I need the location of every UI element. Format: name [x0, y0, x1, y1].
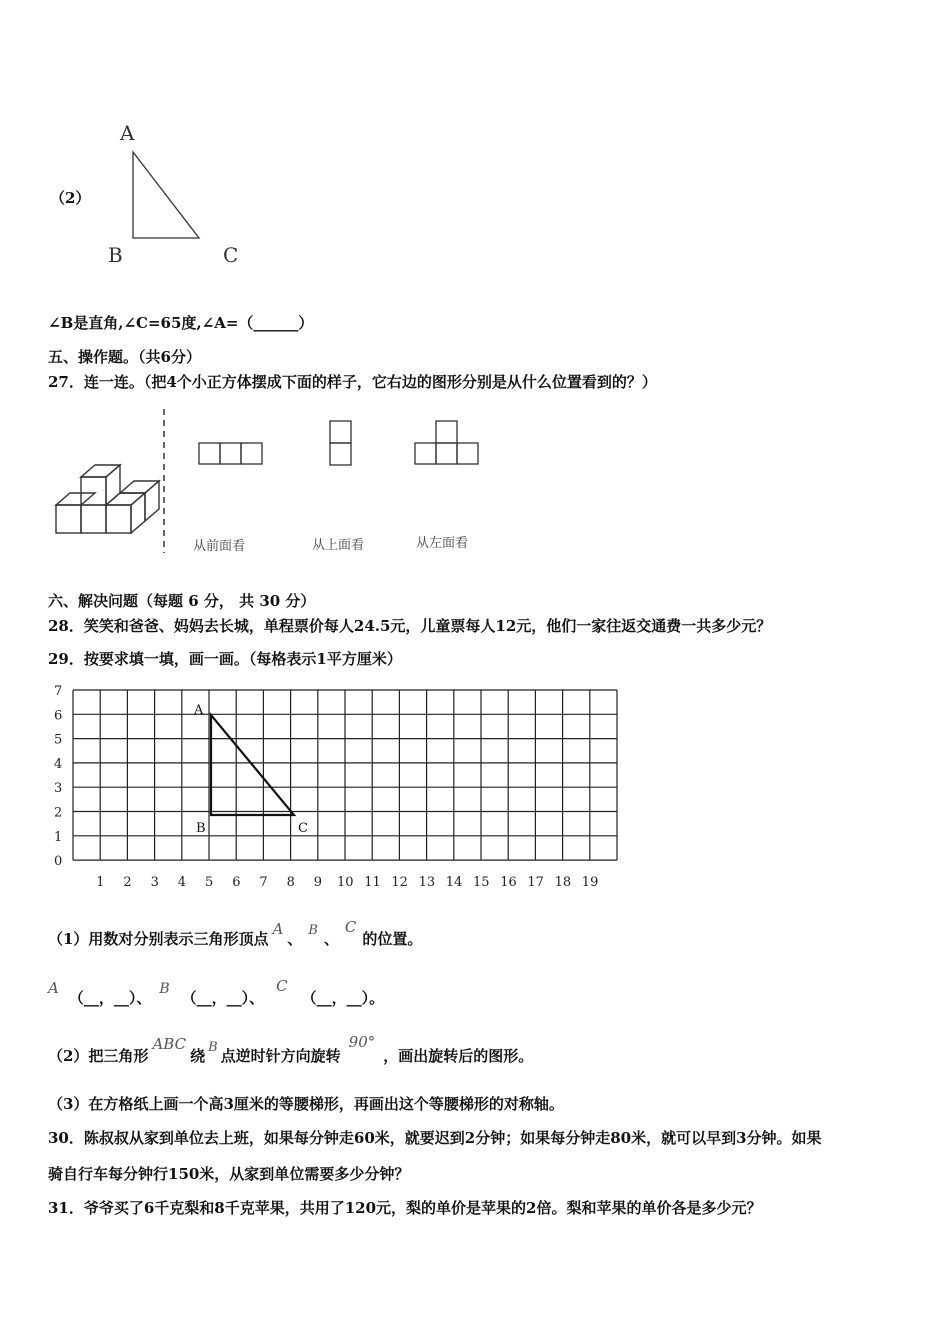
x-tick-label: 13: [418, 875, 436, 891]
front-view-shape: [199, 443, 262, 464]
q29-1-sep1: 、: [287, 930, 303, 948]
y-tick-label: 6: [54, 708, 63, 724]
q29-1-b: B: [308, 923, 318, 938]
section5-heading: 五、操作题。（共6分）: [48, 348, 201, 366]
question-28: 28．笑笑和爸爸、妈妈去长城，单程票价每人24.5元，儿童票每人12元，他们一家往返交通费一共多少元？: [48, 617, 772, 635]
x-tick-label: 7: [259, 875, 268, 891]
x-tick-label: 18: [554, 875, 572, 891]
coordinate-grid: [40, 680, 630, 895]
question-31: 31．爷爷买了6千克梨和8千克苹果，共用了120元，梨的单价是苹果的2倍。梨和苹果的单价各是多少元？: [48, 1199, 762, 1217]
question-30-line1: 30．陈叔叔从家到单位去上班，如果每分钟走60米，就要迟到2分钟；如果每分钟走80米，就可以早到3分钟。如果: [48, 1129, 822, 1147]
answer-a-blank[interactable]: （__，__）、: [68, 989, 152, 1007]
y-tick-label: 7: [54, 684, 63, 699]
q29-1-c: C: [344, 918, 357, 936]
vertex-b-label: B: [108, 243, 123, 267]
y-tick-label: 2: [54, 805, 63, 821]
question-29: 29．按要求填一填，画一画。（每格表示1平方厘米）: [48, 650, 402, 668]
y-tick-label: 3: [54, 781, 63, 797]
section6-heading: 六、解决问题（每题 6 分， 共 30 分）: [48, 592, 316, 610]
grid-point-c-label: C: [298, 821, 308, 836]
view-label-top: 从上面看: [312, 538, 365, 553]
q29-1-sep2: 、: [323, 930, 339, 948]
x-tick-label: 8: [286, 875, 295, 891]
x-tick-label: 2: [123, 875, 132, 891]
x-tick-label: 3: [150, 875, 159, 891]
x-tick-label: 10: [337, 875, 354, 891]
answer-b-blank[interactable]: （__，__）、: [181, 989, 265, 1007]
x-tick-label: 15: [473, 875, 490, 891]
q29-2-suffix: ，画出旋转后的图形。: [383, 1047, 534, 1065]
y-tick-label: 4: [54, 756, 63, 772]
question-30-line2: 骑自行车每分钟行150米，从家到单位需要多少分钟？: [48, 1165, 410, 1183]
x-tick-label: 12: [391, 875, 408, 891]
triangle-on-grid: [211, 715, 294, 815]
answer-b-label: B: [159, 981, 170, 997]
angle-question: ∠B是直角,∠C=65度,∠A=（______）: [48, 314, 314, 332]
triangle-abc-shape: [133, 152, 199, 238]
vertex-c-label: C: [223, 243, 239, 267]
y-axis-ticks: [54, 684, 62, 869]
q29-2-abc: ABC: [152, 1035, 187, 1053]
q29-1-prefix: （1）用数对分别表示三角形顶点: [48, 930, 269, 948]
answer-c-blank[interactable]: （__，__）。: [301, 989, 385, 1007]
x-tick-label: 4: [177, 875, 187, 891]
right-triangle-figure: [100, 118, 250, 273]
q29-2-prefix: （2）把三角形: [48, 1047, 149, 1065]
x-tick-label: 5: [205, 875, 214, 891]
question-29-2: [48, 1033, 534, 1068]
grid-lines: [73, 690, 617, 860]
grid-point-a-label: A: [194, 703, 204, 718]
x-tick-label: 19: [581, 875, 599, 891]
x-tick-label: 17: [527, 875, 544, 891]
y-tick-label: 0: [54, 854, 63, 870]
x-tick-label: 1: [96, 875, 105, 891]
x-tick-label: 16: [500, 875, 517, 891]
view-label-front: 从前面看: [193, 539, 246, 554]
grid-point-b-label: B: [196, 821, 206, 836]
question-27: 27．连一连。（把4个小正方体摆成下面的样子，它右边的图形分别是从什么位置看到的？）: [48, 373, 657, 391]
q29-1-suffix: 的位置。: [362, 930, 423, 948]
x-tick-label: 9: [313, 875, 323, 891]
question-29-1: [48, 918, 423, 951]
left-view-shape: [415, 421, 478, 464]
view-label-left: 从左面看: [416, 536, 469, 551]
stacked-cubes-drawing: [56, 465, 159, 533]
x-tick-label: 11: [364, 875, 381, 891]
answer-blanks-row: [48, 977, 385, 1009]
x-axis-ticks: [96, 875, 598, 890]
x-tick-label: 14: [445, 875, 463, 891]
q29-2-around: 绕: [190, 1047, 206, 1065]
y-tick-label: 5: [54, 732, 63, 748]
answer-c-label: C: [276, 977, 288, 995]
vertex-a-label: A: [120, 121, 135, 145]
x-tick-label: 6: [232, 875, 241, 891]
top-view-shape: [330, 421, 351, 465]
q29-1-a: A: [272, 920, 284, 938]
answer-a-label: A: [48, 979, 59, 997]
q29-2-mid: 点逆时针方向旋转: [220, 1047, 341, 1065]
question-29-3: （3）在方格纸上画一个高3厘米的等腰梯形，再画出这个等腰梯形的对称轴。: [48, 1095, 564, 1113]
q29-2-b: B: [208, 1040, 218, 1055]
y-tick-label: 1: [54, 829, 63, 845]
figure-item-label: （2）: [50, 189, 91, 207]
q29-2-deg: 90°: [348, 1033, 376, 1051]
